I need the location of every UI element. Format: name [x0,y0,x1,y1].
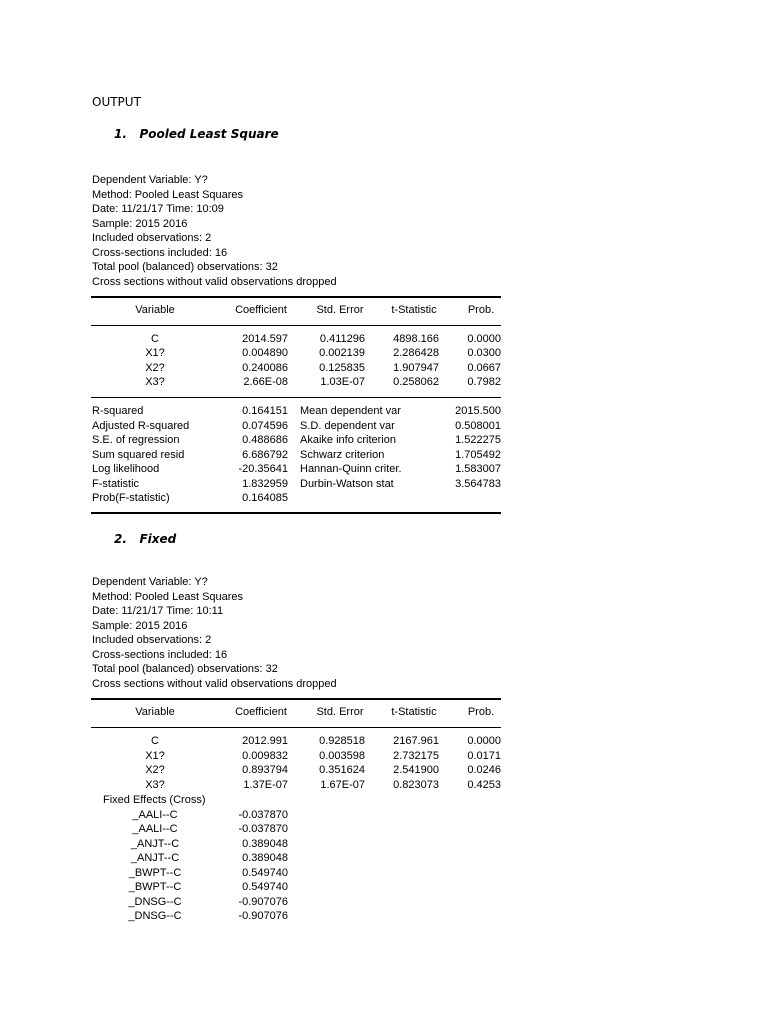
meta-line: Included observations: 2 [92,634,212,646]
row-variable: X3? [145,376,165,388]
stat-value: 0.508001 [455,420,501,432]
stat-label: Schwarz criterion [300,449,385,461]
meta-line: Sample: 2015 2016 [92,619,188,632]
row-std-error: 1.03E-07 [320,376,365,388]
section-title: Fixed [139,532,177,546]
row-coefficient: 2.66E-08 [243,376,288,388]
section-1-meta [92,173,337,289]
stat-value: 1.705492 [455,449,501,461]
fixed-effect-name: _DNSG--C [128,896,182,908]
header-prob: Prob. [467,706,495,718]
header-rule [91,727,501,728]
header-coefficient: Coefficient [235,304,287,316]
stat-label: R-squared [92,405,144,417]
stat-value: 0.488686 [242,434,288,446]
section-2-title [114,532,176,546]
row-t-statistic: 0.258062 [393,376,439,388]
header-t-statistic: t-Statistic [391,706,437,718]
fixed-effect-name: _AALI--C [132,809,178,821]
meta-line: Cross-sections included: 16 [92,246,228,259]
row-std-error: 1.67E-07 [320,779,365,791]
meta-line: Method: Pooled Least Squares [92,590,244,603]
row-std-error: 0.003598 [319,750,365,762]
section-2-meta [92,575,337,691]
row-t-statistic: 2.541900 [393,764,439,776]
stat-value: 0.164085 [242,492,288,504]
fixed-effect-value: -0.907076 [238,910,288,922]
header-std-error: Std. Error [316,304,364,316]
fixed-effect-value: 0.549740 [242,867,288,879]
row-prob: 0.7982 [467,376,501,388]
row-prob: 0.0667 [467,362,501,374]
fixed-effect-value: 0.389048 [242,852,288,864]
header-variable: Variable [135,706,175,718]
stat-label: S.E. of regression [92,434,180,446]
fixed-effect-name: _BWPT--C [128,867,182,879]
fixed-effects-label: Fixed Effects (Cross) [103,794,206,806]
stat-label: Prob(F-statistic) [92,492,170,504]
row-coefficient: 0.004890 [242,347,288,359]
stat-label: Mean dependent var [300,405,401,417]
row-variable: X1? [145,347,165,359]
table-top-rule [91,296,501,298]
table-top-rule [91,698,501,700]
row-variable: C [151,735,159,747]
meta-line: Method: Pooled Least Squares [92,188,244,201]
row-std-error: 0.125835 [319,362,365,374]
stat-label: Akaike info criterion [300,434,396,446]
stat-label: Adjusted R-squared [92,420,190,432]
row-t-statistic: 2.286428 [393,347,439,359]
header-coefficient: Coefficient [235,706,287,718]
section-number: 1. [114,127,127,141]
row-variable: X2? [145,362,165,374]
section-title: Pooled Least Square [139,127,279,141]
row-coefficient: 0.240086 [242,362,288,374]
meta-line: Included observations: 2 [92,232,212,244]
stat-value: 2015.500 [455,405,501,417]
meta-line: Cross sections without valid observations dropped [92,677,337,690]
header-rule [91,325,501,326]
fixed-effect-value: -0.037870 [238,809,288,821]
meta-line: Dependent Variable: Y? [92,576,208,588]
row-prob: 0.0300 [467,347,501,359]
meta-line: Cross-sections included: 16 [92,648,228,661]
table-bottom-rule [91,512,501,514]
fixed-effect-value: 0.389048 [242,838,288,850]
meta-line: Date: 11/21/17 Time: 10:11 [92,605,224,617]
fixed-effect-name: _ANJT--C [130,852,180,864]
fixed-effect-name: _AALI--C [132,823,178,835]
row-std-error: 0.351624 [319,764,365,776]
row-variable: C [151,333,159,345]
stat-value: 1.522275 [455,434,501,446]
fixed-effect-value: 0.549740 [242,881,288,893]
fixed-effect-value: -0.037870 [238,823,288,835]
row-prob: 0.0000 [467,333,501,345]
stats-rule [91,397,501,398]
meta-line: Sample: 2015 2016 [92,217,188,230]
stat-label: F-statistic [92,478,140,490]
header-t-statistic: t-Statistic [391,304,437,316]
row-t-statistic: 4898.166 [393,333,439,345]
row-coefficient: 0.893794 [242,764,288,776]
section-number: 2. [114,532,127,546]
meta-line: Date: 11/21/17 Time: 10:09 [92,203,224,215]
meta-line: Total pool (balanced) observations: 32 [92,261,278,273]
stat-label: Log likelihood [92,463,160,475]
row-coefficient: 1.37E-07 [243,779,288,791]
stat-value: 0.164151 [242,405,288,417]
row-coefficient: 2014.597 [242,333,288,345]
row-t-statistic: 2.732175 [393,750,439,762]
meta-line: Cross sections without valid observations dropped [92,275,337,288]
row-variable: X1? [145,750,165,762]
stat-label: S.D. dependent var [300,420,395,432]
row-std-error: 0.411296 [319,333,365,345]
stat-value: 3.564783 [455,478,501,490]
stat-label: Hannan-Quinn criter. [300,463,402,475]
row-coefficient: 2012.991 [242,735,288,747]
stat-value: 0.074596 [242,420,288,432]
page-heading: OUTPUT [92,95,141,109]
row-t-statistic: 0.823073 [393,779,439,791]
meta-line: Dependent Variable: Y? [92,174,208,186]
row-prob: 0.4253 [467,779,501,791]
row-prob: 0.0171 [467,750,501,762]
fixed-effect-name: _BWPT--C [128,881,182,893]
row-t-statistic: 2167.961 [393,735,439,747]
row-variable: X3? [145,779,165,791]
stat-label: Durbin-Watson stat [300,478,394,490]
meta-line: Total pool (balanced) observations: 32 [92,663,278,675]
fixed-effect-value: -0.907076 [238,896,288,908]
row-prob: 0.0246 [467,764,501,776]
fixed-effect-name: _DNSG--C [128,910,182,922]
row-t-statistic: 1.907947 [393,362,439,374]
row-prob: 0.0000 [467,735,501,747]
header-prob: Prob. [467,304,495,316]
row-std-error: 0.928518 [319,735,365,747]
row-variable: X2? [145,764,165,776]
stat-value: 1.583007 [455,463,501,475]
row-std-error: 0.002139 [319,347,365,359]
stat-label: Sum squared resid [92,449,185,461]
header-std-error: Std. Error [316,706,364,718]
stat-value: 6.686792 [242,449,288,461]
stat-value: 1.832959 [242,478,288,490]
fixed-effect-name: _ANJT--C [130,838,180,850]
section-1-title [114,127,279,141]
row-coefficient: 0.009832 [242,750,288,762]
stat-value: -20.35641 [238,463,288,475]
header-variable: Variable [135,304,175,316]
